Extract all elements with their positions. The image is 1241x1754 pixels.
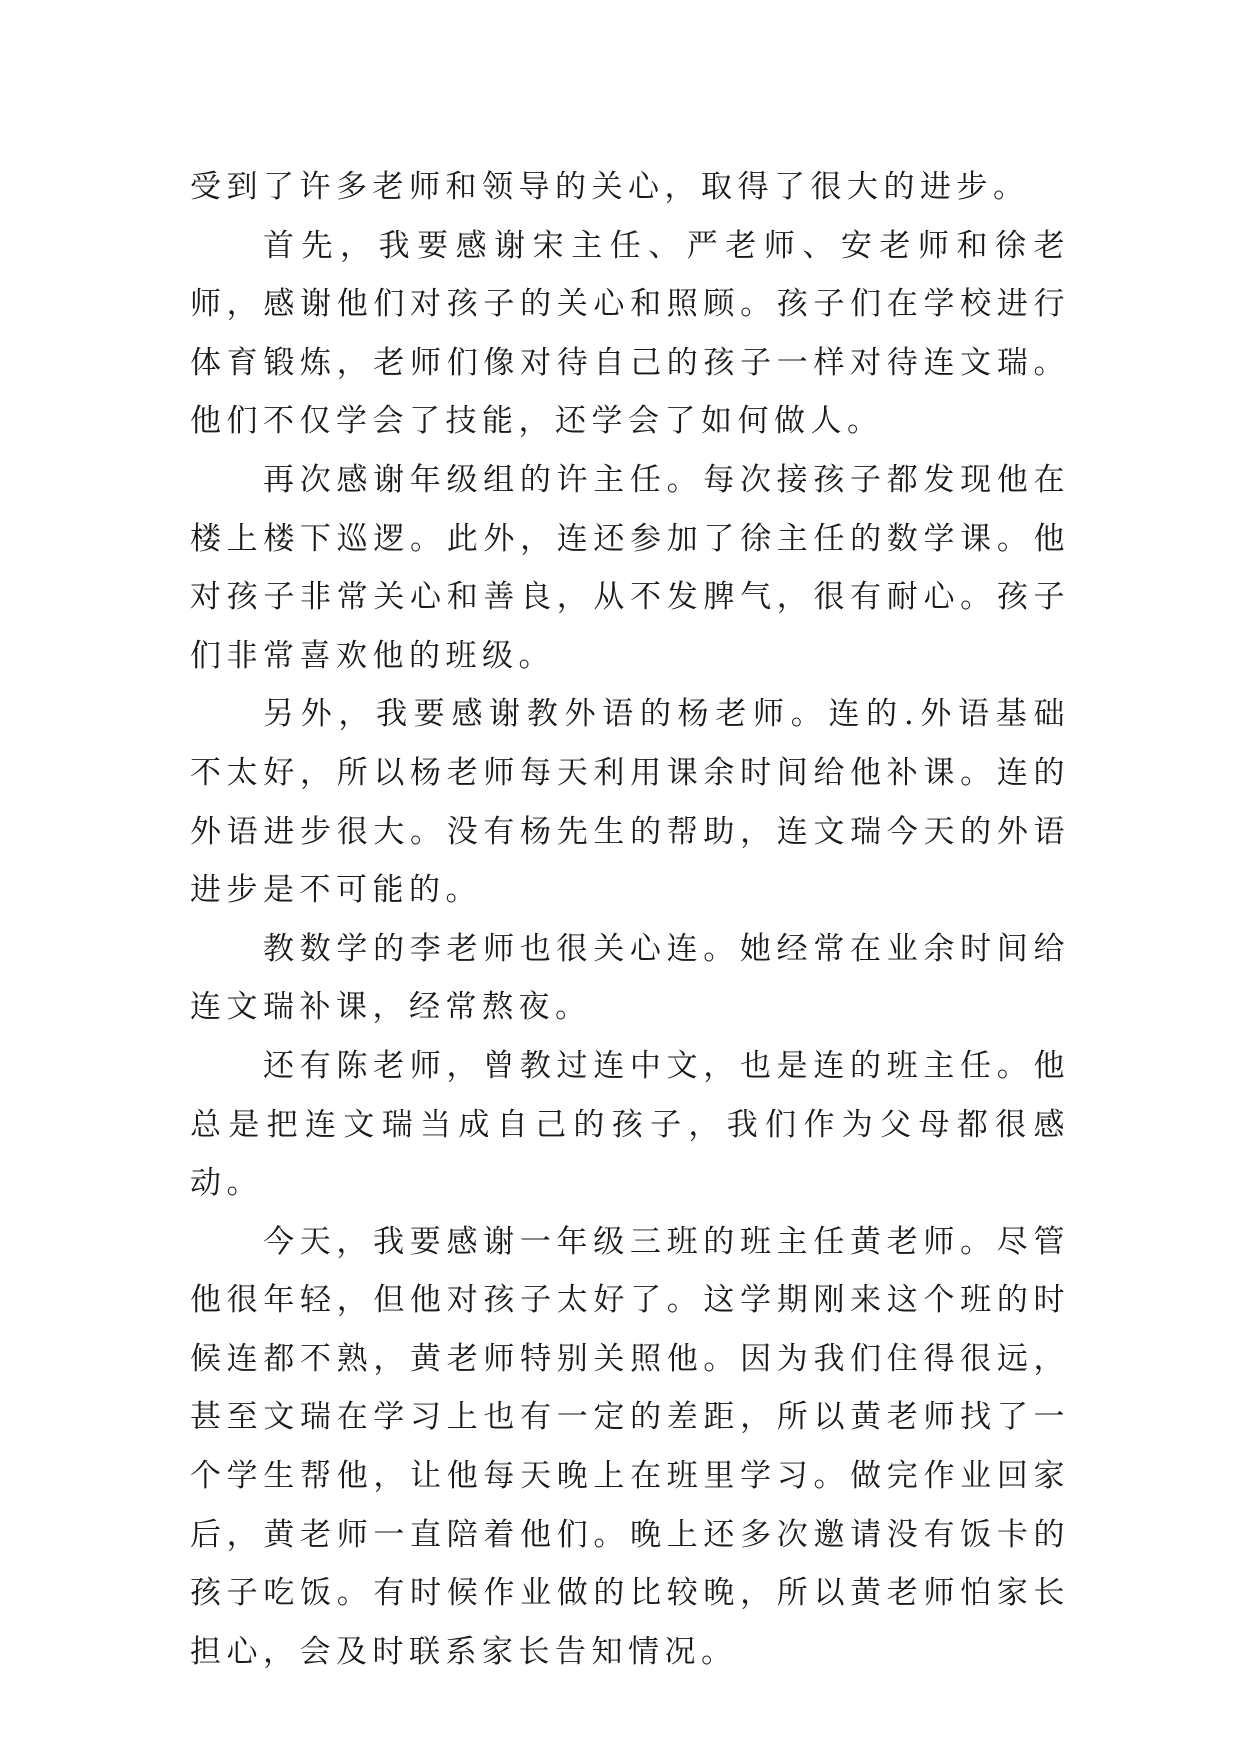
paragraph-5: 教数学的李老师也很关心连。她经常在业余时间给连文瑞补课，经常熬夜。	[190, 930, 1070, 1026]
paragraph-6: 还有陈老师，曾教过连中文，也是连的班主任。他总是把连文瑞当成自己的孩子，我们作为父母都很感动。	[190, 1047, 1070, 1202]
document-body	[190, 158, 1070, 1681]
paragraph-2: 首先，我要感谢宋主任、严老师、安老师和徐老师，感谢他们对孩子的关心和照顾。孩子们在学校进行体育锻炼，老师们像对待自己的孩子一样对待连文瑞。他们不仅学会了技能，还学会了如何做人。	[190, 227, 1070, 440]
paragraph-7: 今天，我要感谢一年级三班的班主任黄老师。尽管他很年轻，但他对孩子太好了。这学期刚来这个班的时候连都不熟，黄老师特别关照他。因为我们住得很远，甚至文瑞在学习上也有一定的差距，所以黄老师找了一个学生帮他，让他每天晚上在班里学习。做完作业回家后，黄老师一直陪着他们。晚上还多次邀请没有饭卡的孩子吃饭。有时候作业做的比较晚，所以黄老师怕家长担心，会及时联系家长告知情况。	[190, 1223, 1070, 1670]
paragraph-1: 受到了许多老师和领导的关心，取得了很大的进步。	[190, 169, 1030, 205]
paragraph-3: 再次感谢年级组的许主任。每次接孩子都发现他在楼上楼下巡逻。此外，连还参加了徐主任的数学课。他对孩子非常关心和善良，从不发脾气，很有耐心。孩子们非常喜欢他的班级。	[190, 461, 1070, 674]
paragraph-4: 另外，我要感谢教外语的杨老师。连的.外语基础不太好，所以杨老师每天利用课余时间给他补课。连的外语进步很大。没有杨先生的帮助，连文瑞今天的外语进步是不可能的。	[190, 696, 1070, 909]
